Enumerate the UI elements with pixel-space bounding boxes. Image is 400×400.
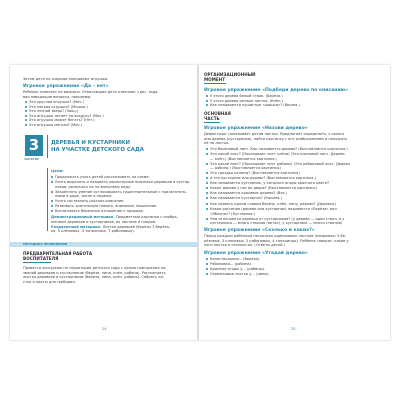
game1-item: Эта игрушка летает по воздуху? (Мяч.) xyxy=(25,114,104,118)
intro-text: Затем дети по очереди описывают игрушки. xyxy=(23,77,109,81)
game3-item: Это какой лист? (Показывает лист клёна) (Это кленовый лист. Дерево xyxy=(206,152,345,156)
game3-item: Как называется красивое дерево? (Вяз.) xyxy=(206,191,287,195)
game3-item: Как называется кустарник, у которого ягоды красного цвета? xyxy=(206,181,329,185)
main-title-line: ОСНОВНАЯ xyxy=(204,111,231,116)
org-title-line: ОРГАНИЗАЦИОННЫЙ xyxy=(204,72,256,77)
prelim-title-line: ПРЕДВАРИТЕЛЬНАЯ РАБОТА xyxy=(23,251,93,256)
topic-title-line: ДЕРЕВЬЯ И КУСТАРНИКИ xyxy=(51,140,131,146)
prelim-text-line: листья деревьев и кустарников (берёза, липа, клён, рябина). Собрать ли- xyxy=(23,275,165,279)
game1-item: Это мягкая игрушка? (Мишка.) xyxy=(25,105,88,109)
game2-title: Игровое упражнение «Подбери дерево по описанию» xyxy=(204,88,349,93)
game5-item: Белоствольная... (берёза). xyxy=(206,257,260,261)
main-rule xyxy=(204,122,220,123)
topic-label: ЗАНЯТИЕ xyxy=(24,158,40,161)
handout-text-cont: ка, 3 клёновых, 4 тополиных, 7 рябиновых). xyxy=(51,229,135,233)
goal-item: Учить составлять рассказ-описание. xyxy=(51,199,125,203)
goal-item-cont: ников; различать их по внешнему виду. xyxy=(55,184,132,189)
game3-item: А это кустарник или дерево? (Выставляется картинка.) xyxy=(206,176,316,180)
game3-item: Это берёзовый лист. Как называется дерево? (Выставляется картинка.) xyxy=(206,147,348,151)
game2-item: Как называются пушистые «шишки»? (Вишня.) xyxy=(206,103,300,107)
goal-item: Закреплять умение согласовывать существительные с прилагатель- xyxy=(51,190,187,194)
org-rule xyxy=(204,83,226,84)
handout-text: Листья деревьев (берёзы 3 берёза- xyxy=(102,224,170,229)
game4-desc-line: рёзовых, 3 кленовых, 2 рябиновых, 4 тополиных). Ребёнок говорит, какие у xyxy=(204,238,349,243)
goal-item: Воспитывать бережное отношение к природе. xyxy=(51,209,144,213)
left-page xyxy=(10,65,199,340)
page-number-right: 25 xyxy=(291,327,296,331)
game1-title: Игровое упражнение «Да – нет» xyxy=(23,84,109,89)
topic-number-badge: 3 xyxy=(25,135,43,156)
materials-text-cont: жением деревьев и кустарников, их листьев и плодов. xyxy=(51,219,157,224)
methodology-label: МЕТОДИКА ПРОВЕДЕНИЯ xyxy=(23,242,68,246)
game4-desc-line: него листья и сколько их. (Ответы детей.) xyxy=(204,243,286,247)
game5-item: Рябиновая... (рябина). xyxy=(206,262,252,266)
game3-desc-line: её на листья. xyxy=(204,141,230,145)
goal-item: Продолжать учить детей рассказывать по схеме. xyxy=(51,175,150,179)
game3-item-cont: — рябина.) (Выставляется картинка.) xyxy=(210,166,282,170)
game3-item: Какое дерево у нас во дворе? (Выставляется картинка.) xyxy=(206,186,317,190)
game3-desc-line: они дерева (кустарника), найти картинку с его изображением и положить xyxy=(204,136,348,141)
prelim-text-line: стья и цветы для гербария. xyxy=(23,279,76,284)
game1-desc-line: вая наводящие вопросы, например: xyxy=(23,94,92,99)
org-title-line: МОМЕНТ xyxy=(204,77,226,82)
game4-title: Игровое упражнение «Сколько и каких?» xyxy=(204,228,315,233)
game2-item: У этого дерева белый ствол. (Берёза.) xyxy=(206,94,283,98)
game3-question: Как назвать одним словом берёзу, клён, липу, дерево? (Деревья.) xyxy=(206,202,336,206)
game1-item: Эта игрушка может бегать? (Нет.) xyxy=(25,118,95,122)
game3-question: Какое растение (дерево или кустарник) называется «Берёза» или xyxy=(206,207,337,211)
game5-item: Красные ягоды у... (рябины). xyxy=(206,267,265,271)
prelim-rule xyxy=(23,262,51,263)
goals-label: Цели: xyxy=(51,169,64,173)
game3-question-cont: «Яблоня»? (Кустарник.) xyxy=(210,211,256,216)
game3-item-cont: — клён.) (Выставляется картинка.) xyxy=(210,156,277,161)
game3-item: Как называется кустарник? (Калина.) xyxy=(206,196,282,200)
goal-item-cont: ными в роде, числе и падеже. xyxy=(55,194,113,198)
game1-item: Это лесной зверь? (Заяц.) xyxy=(25,109,78,113)
goal-item: Учить выделять и называть характерные признаки деревьев и кустар- xyxy=(51,180,191,184)
prelim-text-line: званий деревьев и кустарников (берёза, липа, клён, рябина). Рассмотреть xyxy=(23,270,166,275)
goal-item: Развивать зрительную память, внимание, мышление. xyxy=(51,204,158,208)
topic-title-line: НА УЧАСТКЕ ДЕТСКОГО САДА xyxy=(51,147,144,153)
game3-desc-line: Дефектолог показывает детям листья. Предлагает определить, с какого xyxy=(204,132,345,136)
goals-sidebar-line xyxy=(47,168,48,231)
game1-item: Эта игрушка мягкая? (Мяч.) xyxy=(25,123,82,127)
page-number-left: 24 xyxy=(102,327,107,331)
right-page xyxy=(199,65,390,340)
game5-title: Игровое упражнение «Угадай дерево» xyxy=(204,251,308,256)
game4-desc-line: Перед каждым ребёнком несколько одинаковых листьев (например: 5 бе- xyxy=(204,234,347,238)
game3-question-cont: кустарника — много стволов (веток), у кустарника — много стволов) xyxy=(210,221,343,225)
game5-item: Серёжковые листья у... (липы). xyxy=(206,272,270,276)
game3-item: Это какой лист? (Показывает лист рябины) (Это рябиновый лист. Дерево xyxy=(206,162,350,166)
game3-question: Чем отличаются деревья от кустарников? (у дерева — один ствол, а у xyxy=(206,217,344,221)
materials-text: Предметные картинки с изобра- xyxy=(115,215,178,219)
game1-item: Это круглая игрушка? (Мяч.) xyxy=(25,100,84,104)
topic-divider xyxy=(47,135,48,158)
main-title-line: ЧАСТЬ xyxy=(204,116,220,121)
game3-item: Это гроздья калины? (Выставляется картинка) xyxy=(206,171,300,175)
prelim-text-line: Провести экскурсию по территории детского сада с целью повторения на- xyxy=(23,266,167,270)
handout-label: Раздаточный материал. xyxy=(51,224,102,229)
game3-title: Игровое упражнение «Назови дерево» xyxy=(204,126,308,131)
game1-desc-line: Ребёнок отвечает на вопросы. Отвечающие дети отвечают «да», зада- xyxy=(23,90,159,94)
materials-label: Демонстрационный материал. xyxy=(51,215,115,219)
game2-item: У этого дерева резные листья. (Клён.) xyxy=(206,99,283,103)
prelim-title-line: ВОСПИТАТЕЛЯ xyxy=(23,256,59,261)
